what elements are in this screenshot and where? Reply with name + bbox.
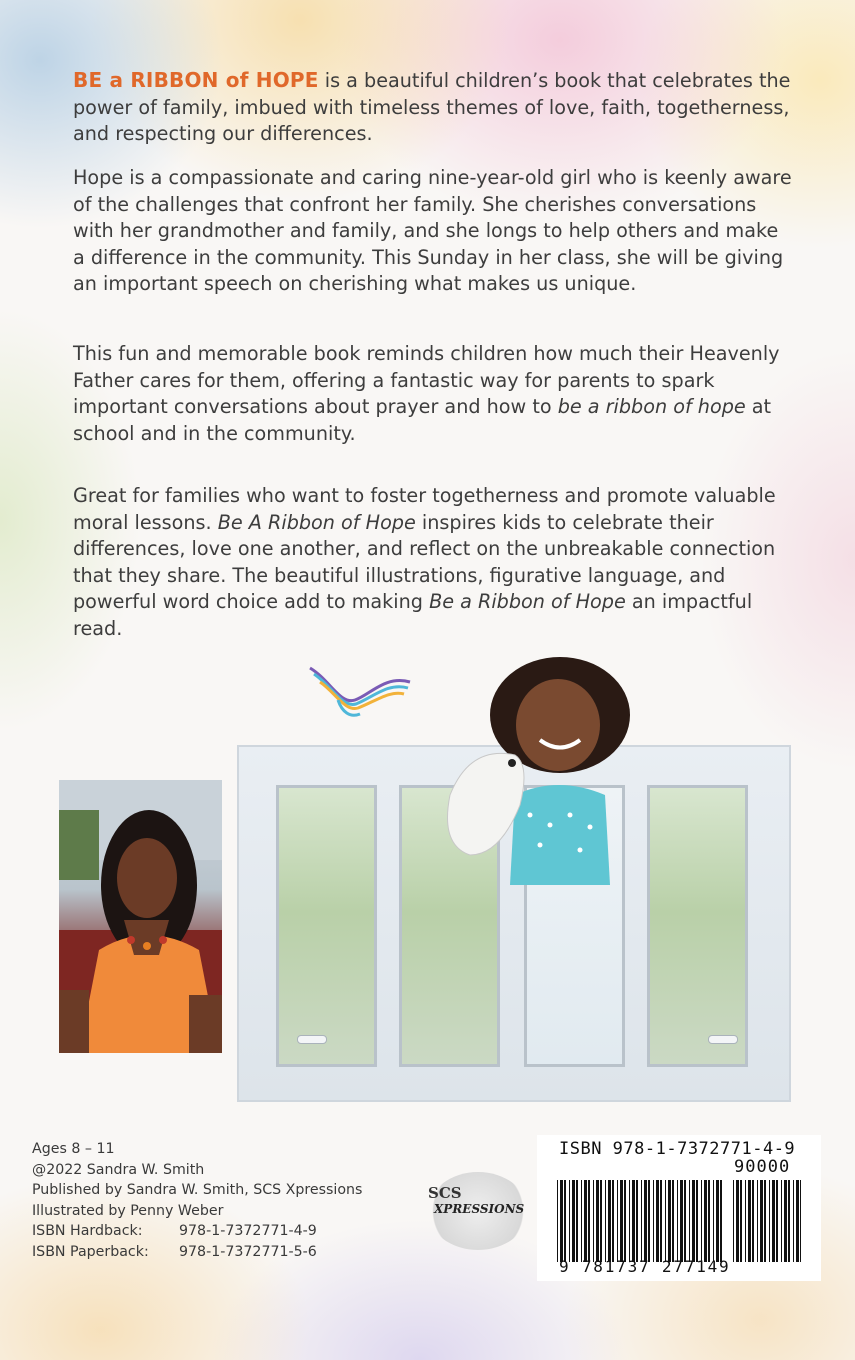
author-portrait-art (59, 780, 222, 1053)
barcode-bar (648, 1180, 650, 1262)
families-paragraph (73, 483, 793, 643)
barcode-bar (692, 1180, 695, 1262)
barcode-main-bars (557, 1180, 723, 1262)
faith-text-end: at school and in the community. (73, 395, 772, 445)
barcode-bar (740, 1180, 742, 1262)
barcode-bar (600, 1180, 602, 1262)
families-text-3: an impactful read. (73, 590, 753, 640)
barcode-bar (581, 1180, 582, 1262)
barcode-bar (680, 1180, 683, 1262)
barcode-bar (612, 1180, 614, 1262)
barcode-bar (716, 1180, 719, 1262)
barcode-bar (665, 1180, 666, 1262)
isbn-paperback-label: ISBN Paperback: (32, 1243, 149, 1260)
author-photo (59, 780, 222, 1053)
barcode-bar (745, 1180, 746, 1262)
barcode-bar (608, 1180, 611, 1262)
publisher-logo-scs: SCS (428, 1184, 462, 1202)
barcode-bar (752, 1180, 754, 1262)
barcode-bar (757, 1180, 758, 1262)
barcode-bar (684, 1180, 686, 1262)
barcode-bar (793, 1180, 794, 1262)
barcode-bar (760, 1180, 763, 1262)
barcode-bar (636, 1180, 638, 1262)
barcode-bar (677, 1180, 678, 1262)
barcode-bar (656, 1180, 659, 1262)
barcode-bar (733, 1180, 734, 1262)
barcode-bar (672, 1180, 674, 1262)
isbn-paperback-row (32, 1242, 362, 1263)
barcode-bar (796, 1180, 799, 1262)
barcode-bar (769, 1180, 770, 1262)
barcode-panel (537, 1135, 821, 1281)
isbn-hardback-label: ISBN Hardback: (32, 1223, 143, 1239)
barcode-bar (784, 1180, 787, 1262)
barcode-bar (772, 1180, 775, 1262)
story-paragraph: Hope is a compassionate and caring nine-year-old girl who is keenly aware of the challenges that confront her family. She cherishes conversations with her grandmother and family, and she longs to help others and make a difference in the community. This Sunday in her class, she will be giving an important speech on cherishing what makes us unique. (73, 166, 792, 296)
barcode-bar (560, 1180, 563, 1262)
book-title: BE a RIBBON of HOPE (73, 68, 319, 92)
barcode-digits: 9 781737 277149 (559, 1257, 731, 1276)
barcode-bar (596, 1180, 599, 1262)
barcode-bar (588, 1180, 590, 1262)
families-text-1: Great for families who want to foster togetherness and promote valuable moral lessons. (73, 484, 776, 534)
copyright: @2022 Sandra W. Smith (32, 1161, 205, 1178)
barcode-bar (776, 1180, 778, 1262)
families-title-2: Be a Ribbon of Hope (429, 590, 626, 614)
barcode-bar (704, 1180, 707, 1262)
publisher-logo-xpressions: XPRESSIONS (434, 1202, 525, 1216)
barcode-bar (641, 1180, 642, 1262)
intro-text: is a beautiful children’s book that celebrates the power of family, imbued with timeless themes of love, faith, togetherness, and respecting our differences. (73, 69, 791, 146)
barcode-price-code: 90000 (734, 1157, 791, 1177)
book-info (32, 1139, 362, 1262)
barcode-bar (624, 1180, 626, 1262)
girl-with-dog-illustration (430, 655, 650, 905)
barcode-bar (781, 1180, 782, 1262)
barcode-bar (720, 1180, 722, 1262)
age-range: Ages 8 – 11 (32, 1141, 115, 1157)
families-text-2: inspires kids to celebrate their differences, love one another, and reflect on the unbreakable connection that they share. The beautiful illustrations, figurative language, and powerful word choice add to making (73, 510, 776, 614)
barcode-bar (605, 1180, 606, 1262)
publisher: Published by Sandra W. Smith, SCS Xpressions (32, 1182, 363, 1198)
barcode-bar (632, 1180, 635, 1262)
barcode-bar (564, 1180, 566, 1262)
barcode-bar (701, 1180, 702, 1262)
barcode-bar (629, 1180, 630, 1262)
window-pane (276, 785, 377, 1067)
families-title-1: Be A Ribbon of Hope (217, 510, 416, 534)
publisher-logo (428, 1172, 528, 1250)
barcode-bar (653, 1180, 654, 1262)
barcode-bar (660, 1180, 662, 1262)
barcode-bar (696, 1180, 698, 1262)
barcode-bar (708, 1180, 710, 1262)
faith-paragraph (73, 341, 793, 447)
barcode-bar (689, 1180, 690, 1262)
barcode-bar (576, 1180, 578, 1262)
barcode-bar (668, 1180, 671, 1262)
barcode-bar (569, 1180, 570, 1262)
barcode-bar (713, 1180, 714, 1262)
window-pane (647, 785, 748, 1067)
intro-paragraph (73, 67, 793, 148)
barcode-bar (736, 1180, 739, 1262)
illustrator: Illustrated by Penny Weber (32, 1202, 224, 1219)
barcode-bar (557, 1180, 558, 1262)
isbn-hardback-value: 978-1-7372771-4-9 (179, 1223, 317, 1239)
barcode-bar (620, 1180, 623, 1262)
barcode-bar (584, 1180, 587, 1262)
window-handle (297, 1035, 327, 1044)
window-handle (708, 1035, 738, 1044)
barcode-isbn: ISBN 978-1-7372771-4-9 (559, 1139, 796, 1159)
barcode-bar (788, 1180, 790, 1262)
faith-text-emphasis: be a ribbon of hope (557, 395, 746, 419)
barcode-bar (800, 1180, 801, 1262)
barcode-bar (593, 1180, 594, 1262)
barcode-bar (617, 1180, 618, 1262)
barcode-bar (644, 1180, 647, 1262)
ribbon-butterfly-logo (300, 660, 415, 720)
barcode-bar (572, 1180, 575, 1262)
isbn-paperback-value: 978-1-7372771-5-6 (179, 1243, 317, 1260)
barcode-bar (764, 1180, 766, 1262)
faith-text-start: This fun and memorable book reminds children how much their Heavenly Father cares for them, offering a fantastic way for parents to spark important conversations about prayer and how to (73, 342, 780, 419)
barcode-bar (748, 1180, 751, 1262)
isbn-hardback-row (32, 1221, 362, 1242)
barcode-addon-bars (733, 1180, 801, 1262)
